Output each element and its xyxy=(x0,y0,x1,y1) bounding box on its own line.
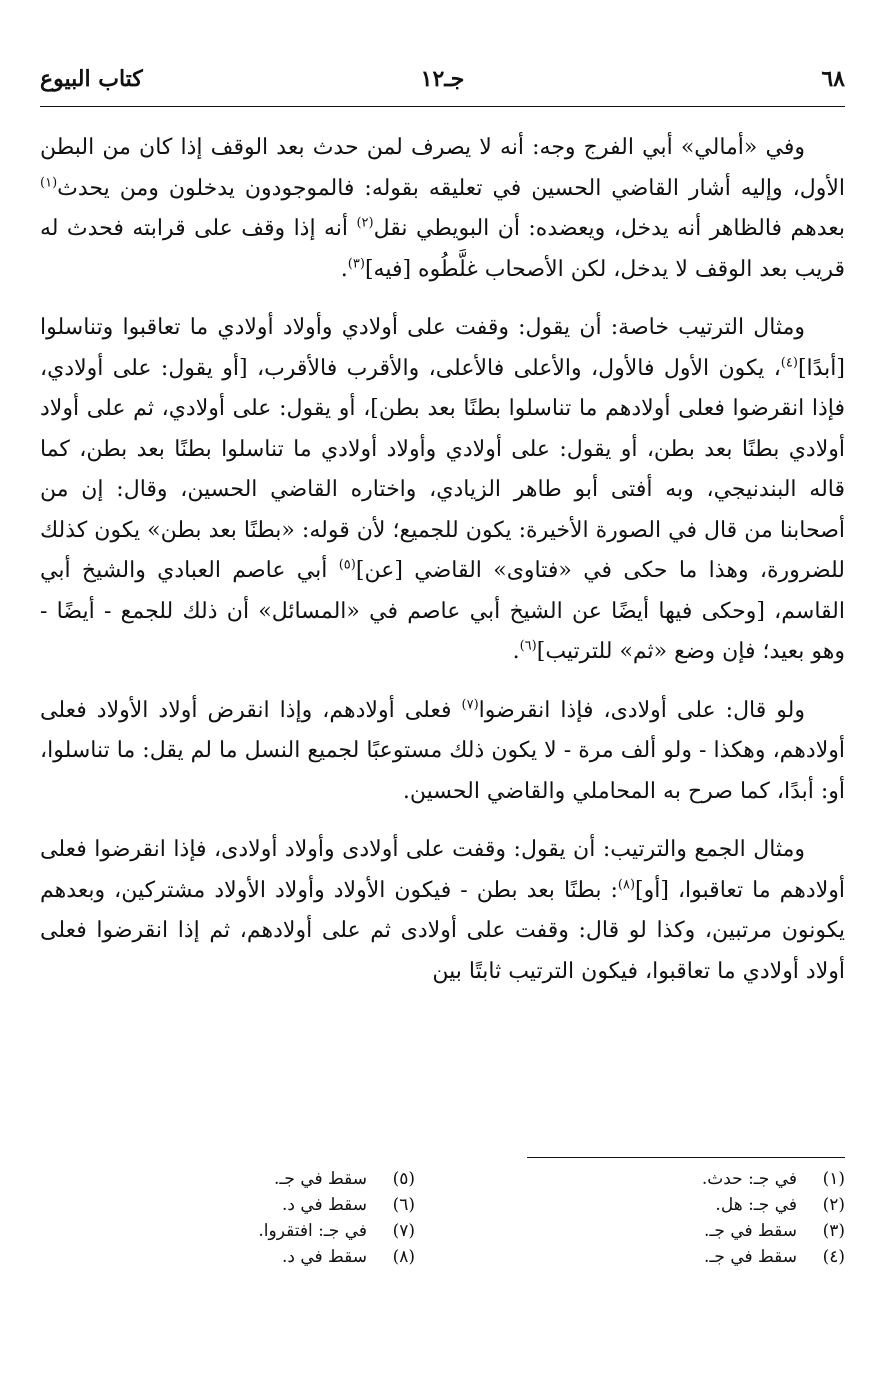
footnote-text: سقط في د. xyxy=(281,1195,367,1215)
footnote-number: (٧) xyxy=(392,1221,415,1241)
footnote-text: سقط في جـ. xyxy=(274,1169,367,1189)
footnote xyxy=(35,1192,415,1218)
footnote-marker: (٣) xyxy=(347,256,365,272)
text-run: ، يكون الأول فالأول، والأعلى فالأعلى، والأقرب فالأقرب، [أو يقول: على أولادي، فإذا انقرضوا فعلى أولادهم ما تناسلوا بطنًا بعد بطن]، أو يقول: على أولادي، ثم على أولاد أولادي بطنًا بعد بطن، أو يقول: على أولادي وأولاد أولادي ما تناسلوا بطنًا بعد بطن، كما قاله البندنيجي، وبه أفتى أبو طاهر الزيادي، واختاره القاضي الحسين، وقال: إن من أصحابنا من قال في الصورة الأخيرة: يكون للجميع؛ لأن قوله: «بطنًا بعد بطن» يكون كذلك للضرورة، وهذا ما حكى في «فتاوى» القاضي [عن] xyxy=(40,355,845,583)
footnote-marker: (٤) xyxy=(780,355,798,371)
footnote-number: (٢) xyxy=(822,1195,845,1215)
footnote xyxy=(35,1218,415,1244)
footnote-number: (٥) xyxy=(392,1169,415,1189)
footnote-text: في جـ: حدث. xyxy=(701,1169,797,1189)
footnote-text: سقط في جـ. xyxy=(704,1247,797,1267)
footnote-number: (٦) xyxy=(392,1195,415,1215)
footnote-marker: (٥) xyxy=(338,557,356,573)
footnote-text: في جـ: هل. xyxy=(715,1195,797,1215)
text-run: . xyxy=(512,639,520,664)
footnote xyxy=(465,1166,845,1192)
text-run: ومثال الجمع والترتيب: أن يقول: وقفت على أولادى وأولاد أولادى، فإذا انقرضوا فعلى أولادهم ما تعاقبوا، [أو] xyxy=(40,837,845,903)
footnotes-right-column xyxy=(465,1166,845,1270)
paragraph xyxy=(40,128,845,290)
book-title: كتاب البيوع xyxy=(40,66,143,92)
running-header xyxy=(40,60,845,100)
page-number: ٦٨ xyxy=(821,66,845,92)
text-run: ولو قال: على أولادى، فإذا انقرضوا xyxy=(478,697,805,723)
footnote xyxy=(35,1244,415,1270)
footnote-text: سقط في د. xyxy=(281,1247,367,1267)
footnote xyxy=(35,1166,415,1192)
footnote-rule xyxy=(527,1157,845,1158)
footnote xyxy=(465,1192,845,1218)
text-run: أنه إذا وقف على قرابته فحدث له قريب بعد الوقف لا يدخل، لكن الأصحاب غلَّطُوه [فيه] xyxy=(40,216,845,282)
text-run: ومثال الترتيب خاصة: أن يقول: وقفت على أولادي وأولاد أولادي ما تعاقبوا وتناسلوا [أبدًا] xyxy=(40,315,845,381)
text-run: بعدهم فالظاهر أنه يدخل، ويعضده: أن البويطي نقل xyxy=(373,216,845,241)
paragraph xyxy=(40,830,845,992)
footnote-marker: (١) xyxy=(40,175,58,191)
text-run: وفي «أمالي» أبي الفرج وجه: أنه لا يصرف لمن حدث بعد الوقف إذا كان من البطن الأول، وإليه أشار القاضي الحسين في تعليقه بقوله: فالموجودون يدخلون ومن يحدث xyxy=(40,135,845,201)
footnote-text: في جـ: افتقروا. xyxy=(258,1221,367,1241)
footnote-number: (١) xyxy=(822,1169,845,1189)
footnote-marker: (٢) xyxy=(356,215,374,231)
footnote-number: (٤) xyxy=(822,1247,845,1267)
text-run: فعلى أولادهم، وإذا انقرض أولاد الأولاد فعلى أولادهم، وهكذا - ولو ألف مرة - لا يكون ذلك مستوعبًا لجميع النسل ما لم يقل: ما تناسلوا، أو: أبدًا، كما صرح به المحاملي والقاضي الحسين. xyxy=(40,697,845,804)
footnote xyxy=(465,1244,845,1270)
volume-label: جـ١٢ xyxy=(420,66,465,92)
footnote xyxy=(465,1218,845,1244)
footnote-marker: (٨) xyxy=(617,877,636,893)
footnote-number: (٨) xyxy=(392,1247,415,1267)
footnote-marker: (٧) xyxy=(461,697,479,713)
paragraph xyxy=(40,308,845,673)
header-rule xyxy=(40,106,845,107)
footnote-text: سقط في جـ. xyxy=(704,1221,797,1241)
footnote-number: (٣) xyxy=(822,1221,845,1241)
paragraph xyxy=(40,691,845,813)
footnotes-left-column xyxy=(35,1166,415,1270)
text-run: أبي عاصم العبادي والشيخ أبي القاسم، [وحكى فيها أيضًا عن الشيخ أبي عاصم في «المسائل» أن ذلك للجمع - أيضًا - وهو بعيد؛ فإن وضع «ثم» للترتيب] xyxy=(40,558,845,664)
main-text xyxy=(40,128,845,992)
text-run: . xyxy=(340,256,348,282)
text-run: : بطنًا بعد بطن - فيكون الأولاد وأولاد الأولاد مشتركين، وبعدهم يكونون مرتبين، وكذا لو قال: وقفت على أولادى ثم على أولادهم، ثم إذا انقرضوا فعلى أولاد أولادي ما تعاقبوا، فيكون الترتيب ثابتًا بين xyxy=(40,877,845,984)
footnote-marker: (٦) xyxy=(519,638,537,654)
